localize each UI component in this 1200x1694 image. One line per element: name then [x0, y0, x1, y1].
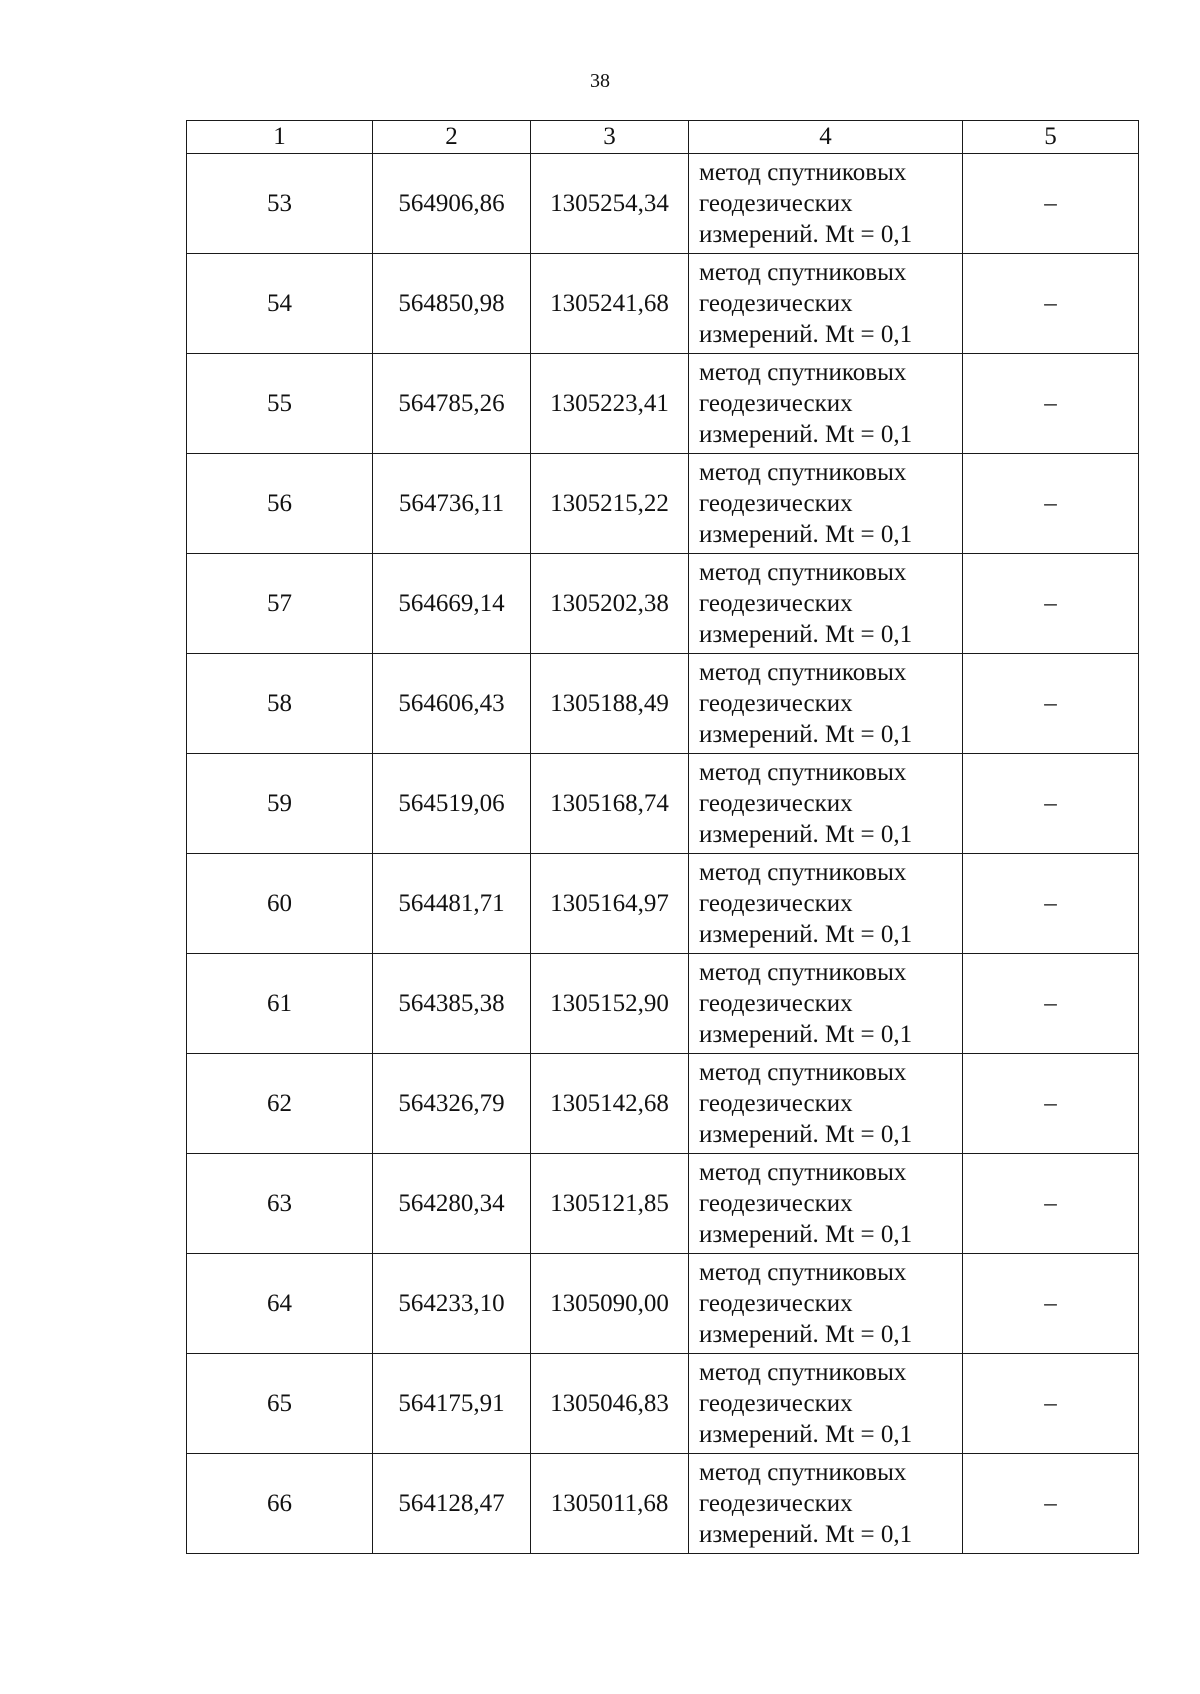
- method-text-line: метод спутниковых: [699, 459, 907, 486]
- x-coordinate-cell: 564850,98: [373, 254, 531, 354]
- method-text-line: метод спутниковых: [699, 159, 907, 186]
- column-header-5: 5: [963, 121, 1139, 154]
- method-text-line: геодезических: [699, 1390, 853, 1417]
- method-text-line: измерений. Mt = 0,1: [699, 1321, 913, 1348]
- y-coordinate-cell: 1305046,83: [531, 1354, 689, 1454]
- method-cell: [689, 1354, 963, 1454]
- method-text-line: измерений. Mt = 0,1: [699, 421, 913, 448]
- note-cell: –: [963, 754, 1139, 854]
- method-text-line: метод спутниковых: [699, 1259, 907, 1286]
- x-coordinate-cell: 564606,43: [373, 654, 531, 754]
- x-coordinate-cell: 564280,34: [373, 1154, 531, 1254]
- note-cell: –: [963, 654, 1139, 754]
- point-number-cell: 56: [187, 454, 373, 554]
- note-cell: –: [963, 1454, 1139, 1554]
- method-text-line: геодезических: [699, 590, 853, 617]
- method-cell: [689, 1454, 963, 1554]
- method-cell: [689, 854, 963, 954]
- table-body: [187, 154, 1139, 1554]
- table-row: [187, 454, 1139, 554]
- point-number-cell: 59: [187, 754, 373, 854]
- method-text-line: метод спутниковых: [699, 1459, 907, 1486]
- method-text-line: геодезических: [699, 490, 853, 517]
- table-row: [187, 254, 1139, 354]
- method-text-line: метод спутниковых: [699, 759, 907, 786]
- note-cell: –: [963, 954, 1139, 1054]
- table-header: [187, 121, 1139, 154]
- table-row: [187, 1354, 1139, 1454]
- x-coordinate-cell: 564785,26: [373, 354, 531, 454]
- column-header-2: 2: [373, 121, 531, 154]
- method-cell: [689, 754, 963, 854]
- note-cell: –: [963, 454, 1139, 554]
- y-coordinate-cell: 1305142,68: [531, 1054, 689, 1154]
- x-coordinate-cell: 564233,10: [373, 1254, 531, 1354]
- table-row: [187, 854, 1139, 954]
- method-text-line: измерений. Mt = 0,1: [699, 1421, 913, 1448]
- coordinates-table: [186, 120, 1139, 1554]
- table-row: [187, 354, 1139, 454]
- method-text-line: геодезических: [699, 690, 853, 717]
- point-number-cell: 65: [187, 1354, 373, 1454]
- method-text-line: геодезических: [699, 890, 853, 917]
- method-text-line: метод спутниковых: [699, 359, 907, 386]
- method-text-line: измерений. Mt = 0,1: [699, 321, 913, 348]
- x-coordinate-cell: 564326,79: [373, 1054, 531, 1154]
- x-coordinate-cell: 564669,14: [373, 554, 531, 654]
- point-number-cell: 54: [187, 254, 373, 354]
- method-text-line: геодезических: [699, 1290, 853, 1317]
- y-coordinate-cell: 1305090,00: [531, 1254, 689, 1354]
- method-cell: [689, 454, 963, 554]
- column-header-1: 1: [187, 121, 373, 154]
- method-text-line: геодезических: [699, 290, 853, 317]
- method-cell: [689, 1254, 963, 1354]
- page-number: 38: [590, 70, 610, 92]
- y-coordinate-cell: 1305164,97: [531, 854, 689, 954]
- method-text-line: метод спутниковых: [699, 259, 907, 286]
- x-coordinate-cell: 564519,06: [373, 754, 531, 854]
- header-row: [187, 121, 1139, 154]
- x-coordinate-cell: 564481,71: [373, 854, 531, 954]
- method-cell: [689, 1054, 963, 1154]
- column-header-4: 4: [689, 121, 963, 154]
- y-coordinate-cell: 1305254,34: [531, 154, 689, 254]
- table-row: [187, 554, 1139, 654]
- table-row: [187, 954, 1139, 1054]
- point-number-cell: 55: [187, 354, 373, 454]
- point-number-cell: 66: [187, 1454, 373, 1554]
- point-number-cell: 62: [187, 1054, 373, 1154]
- x-coordinate-cell: 564175,91: [373, 1354, 531, 1454]
- note-cell: –: [963, 354, 1139, 454]
- y-coordinate-cell: 1305188,49: [531, 654, 689, 754]
- method-text-line: измерений. Mt = 0,1: [699, 1521, 913, 1548]
- method-text-line: измерений. Mt = 0,1: [699, 821, 913, 848]
- table-row: [187, 154, 1139, 254]
- table-row: [187, 1454, 1139, 1554]
- table-row: [187, 1154, 1139, 1254]
- method-cell: [689, 554, 963, 654]
- note-cell: –: [963, 154, 1139, 254]
- method-text-line: метод спутниковых: [699, 1059, 907, 1086]
- method-text-line: метод спутниковых: [699, 959, 907, 986]
- method-text-line: метод спутниковых: [699, 1359, 907, 1386]
- x-coordinate-cell: 564385,38: [373, 954, 531, 1054]
- method-cell: [689, 954, 963, 1054]
- method-text-line: геодезических: [699, 190, 853, 217]
- note-cell: –: [963, 854, 1139, 954]
- y-coordinate-cell: 1305223,41: [531, 354, 689, 454]
- method-text-line: измерений. Mt = 0,1: [699, 1121, 913, 1148]
- method-text-line: геодезических: [699, 990, 853, 1017]
- y-coordinate-cell: 1305241,68: [531, 254, 689, 354]
- method-text-line: метод спутниковых: [699, 659, 907, 686]
- table-row: [187, 754, 1139, 854]
- note-cell: –: [963, 254, 1139, 354]
- y-coordinate-cell: 1305202,38: [531, 554, 689, 654]
- note-cell: –: [963, 1254, 1139, 1354]
- method-cell: [689, 654, 963, 754]
- y-coordinate-cell: 1305168,74: [531, 754, 689, 854]
- point-number-cell: 57: [187, 554, 373, 654]
- method-text-line: измерений. Mt = 0,1: [699, 921, 913, 948]
- x-coordinate-cell: 564906,86: [373, 154, 531, 254]
- table-row: [187, 654, 1139, 754]
- method-text-line: измерений. Mt = 0,1: [699, 521, 913, 548]
- point-number-cell: 63: [187, 1154, 373, 1254]
- method-cell: [689, 354, 963, 454]
- point-number-cell: 53: [187, 154, 373, 254]
- x-coordinate-cell: 564128,47: [373, 1454, 531, 1554]
- y-coordinate-cell: 1305152,90: [531, 954, 689, 1054]
- column-header-3: 3: [531, 121, 689, 154]
- note-cell: –: [963, 1354, 1139, 1454]
- point-number-cell: 60: [187, 854, 373, 954]
- method-text-line: метод спутниковых: [699, 559, 907, 586]
- method-text-line: измерений. Mt = 0,1: [699, 1021, 913, 1048]
- method-cell: [689, 154, 963, 254]
- method-text-line: геодезических: [699, 790, 853, 817]
- x-coordinate-cell: 564736,11: [373, 454, 531, 554]
- method-text-line: метод спутниковых: [699, 859, 907, 886]
- method-cell: [689, 1154, 963, 1254]
- method-text-line: геодезических: [699, 1490, 853, 1517]
- method-text-line: геодезических: [699, 390, 853, 417]
- method-text-line: геодезических: [699, 1190, 853, 1217]
- note-cell: –: [963, 554, 1139, 654]
- method-cell: [689, 254, 963, 354]
- y-coordinate-cell: 1305011,68: [531, 1454, 689, 1554]
- note-cell: –: [963, 1054, 1139, 1154]
- method-text-line: измерений. Mt = 0,1: [699, 621, 913, 648]
- point-number-cell: 58: [187, 654, 373, 754]
- method-text-line: измерений. Mt = 0,1: [699, 1221, 913, 1248]
- note-cell: –: [963, 1154, 1139, 1254]
- method-text-line: измерений. Mt = 0,1: [699, 721, 913, 748]
- table-row: [187, 1254, 1139, 1354]
- point-number-cell: 64: [187, 1254, 373, 1354]
- point-number-cell: 61: [187, 954, 373, 1054]
- method-text-line: геодезических: [699, 1090, 853, 1117]
- y-coordinate-cell: 1305215,22: [531, 454, 689, 554]
- y-coordinate-cell: 1305121,85: [531, 1154, 689, 1254]
- method-text-line: измерений. Mt = 0,1: [699, 221, 913, 248]
- method-text-line: метод спутниковых: [699, 1159, 907, 1186]
- table-row: [187, 1054, 1139, 1154]
